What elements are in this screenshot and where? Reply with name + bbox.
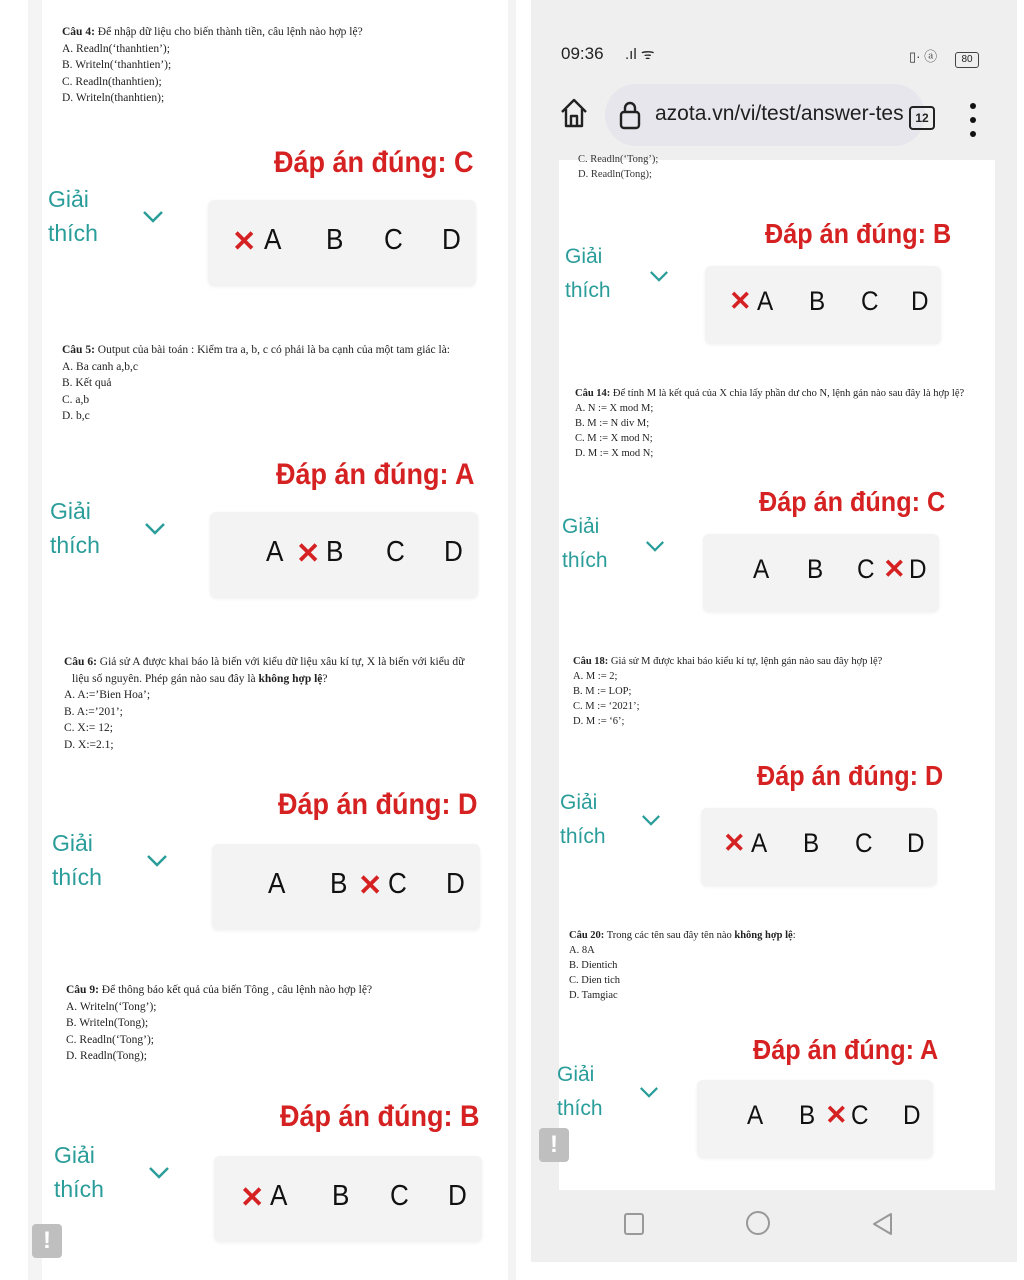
wrong-choice-mark: ✕: [232, 226, 257, 258]
question-14: [575, 386, 991, 461]
option-d: D. X:=2.1;: [64, 738, 114, 751]
choice-d[interactable]: D: [911, 286, 929, 316]
question-text-line2: liệu số nguyên. Phép gán nào sau đây là: [72, 672, 259, 685]
explain-label: thích: [52, 864, 102, 890]
question-4: [62, 24, 502, 107]
choice-b[interactable]: B: [326, 536, 344, 568]
correct-answer-label: Đáp án đúng: A: [753, 1034, 939, 1065]
home-icon[interactable]: [559, 96, 589, 130]
report-issue-button[interactable]: !: [32, 1224, 62, 1258]
option-b: B. Writeln(Tong);: [66, 1017, 149, 1029]
correct-answer-label: Đáp án đúng: D: [278, 788, 478, 821]
option-a: A. Ba canh a,b,c: [62, 360, 138, 373]
explain-toggle[interactable]: [48, 182, 98, 250]
chevron-down-icon[interactable]: [639, 1086, 659, 1099]
option-a: A. M := 2;: [573, 671, 618, 682]
option-b: B. Kết quả: [62, 377, 112, 389]
choice-c[interactable]: C: [390, 1180, 409, 1212]
explain-toggle[interactable]: [50, 494, 100, 562]
report-issue-button[interactable]: !: [539, 1128, 569, 1162]
question-18: [573, 654, 989, 729]
option-d: D. Readln(Tong);: [66, 1050, 147, 1062]
lock-icon: [619, 100, 641, 130]
signal-wifi-icon: .ıl ᯤ: [625, 46, 655, 63]
option-a: A. A:=’Bien Hoa’;: [64, 689, 151, 701]
tab-count-button[interactable]: 12: [909, 106, 935, 130]
chevron-down-icon[interactable]: [641, 814, 661, 827]
option-c: C. Readln(thanhtien);: [62, 75, 162, 88]
choice-a[interactable]: A: [268, 868, 286, 900]
explain-toggle[interactable]: [54, 1138, 104, 1206]
choice-b[interactable]: B: [326, 224, 344, 256]
option-b: B. M := LOP;: [573, 686, 632, 697]
option-b: B. A:=’201’;: [64, 705, 123, 718]
option-b: B. Writeln(‘thanhtien’);: [62, 59, 172, 71]
choice-c[interactable]: C: [388, 868, 407, 900]
home-nav-icon[interactable]: [745, 1210, 771, 1236]
choice-c[interactable]: C: [384, 224, 403, 256]
correct-answer-label: Đáp án đúng: C: [274, 146, 474, 179]
choice-c[interactable]: C: [386, 536, 405, 568]
explain-label: Giải: [560, 791, 598, 814]
explain-label: thích: [50, 532, 100, 558]
choice-b[interactable]: B: [809, 286, 826, 316]
choice-c[interactable]: C: [851, 1100, 869, 1130]
choice-b[interactable]: B: [799, 1100, 816, 1130]
choice-d[interactable]: D: [444, 536, 463, 568]
choice-a[interactable]: A: [264, 224, 282, 256]
explain-label: thích: [557, 1097, 603, 1120]
choice-a[interactable]: A: [753, 554, 770, 584]
wrong-choice-mark: ✕: [723, 828, 746, 858]
explain-label: Giải: [50, 498, 91, 524]
question-9: [66, 982, 506, 1065]
choice-c[interactable]: C: [855, 828, 873, 858]
answer-choices: [701, 808, 937, 886]
option-b: B. Dientich: [569, 960, 618, 971]
choice-a[interactable]: A: [266, 536, 284, 568]
question-number: Câu 20:: [569, 930, 605, 941]
question-text: Giả sử A được khai báo là biến với kiểu dữ liệu xâu kí tự, X là biến với kiểu dữ: [99, 656, 465, 668]
left-screenshot: [28, 0, 516, 1280]
choice-b[interactable]: B: [807, 554, 824, 584]
explain-label: Giải: [557, 1063, 595, 1086]
correct-answer-label: Đáp án đúng: D: [757, 760, 944, 791]
explain-toggle[interactable]: [557, 1058, 603, 1126]
explain-label: thích: [54, 1176, 104, 1202]
more-menu-icon[interactable]: [967, 100, 979, 140]
explain-label: Giải: [54, 1142, 95, 1168]
back-icon[interactable]: [871, 1212, 893, 1236]
explain-toggle[interactable]: [565, 240, 611, 308]
explain-toggle[interactable]: [562, 510, 608, 578]
question-text: Để tính M là kết quả của X chia lấy phần dư cho N, lệnh gán nào sau đây là hợp lệ?: [612, 388, 965, 399]
answer-choices: [212, 844, 480, 930]
question-text-end: :: [792, 930, 796, 941]
question-number: Câu 6:: [64, 656, 97, 668]
explain-label: Giải: [52, 830, 93, 856]
choice-a[interactable]: A: [270, 1180, 288, 1212]
wrong-choice-mark: ✕: [729, 286, 752, 316]
correct-answer-label: Đáp án đúng: B: [765, 218, 952, 249]
explain-label: thích: [565, 279, 611, 302]
chevron-down-icon[interactable]: [142, 210, 164, 224]
chevron-down-icon[interactable]: [144, 522, 166, 536]
question-6: [64, 654, 504, 753]
answer-choices: [697, 1080, 933, 1158]
wrong-choice-mark: ✕: [825, 1100, 848, 1130]
explain-label: Giải: [565, 245, 603, 268]
question-20: [569, 928, 985, 1003]
question-text: Trong các tên sau đây tên nào: [606, 930, 735, 941]
wrong-choice-mark: ✕: [296, 538, 321, 570]
status-bar: [531, 34, 1017, 74]
question-text-end: ?: [322, 672, 328, 685]
choice-b[interactable]: B: [332, 1180, 350, 1212]
wrong-choice-mark: ✕: [358, 870, 383, 902]
explain-toggle[interactable]: [560, 786, 606, 854]
question-text: Để thông báo kết quả của biến Tông , câu lệnh nào hợp lệ?: [101, 984, 373, 996]
option-a: A. Writeln(‘Tong’);: [66, 1000, 157, 1013]
option-a: A. N := X mod M;: [575, 403, 654, 414]
option-c: C. Readln(‘Tong’);: [66, 1033, 154, 1046]
question-number: Câu 4:: [62, 26, 95, 38]
question-option-fragment: C. Readln(‘Tong’);: [578, 154, 659, 165]
explain-label: thích: [48, 220, 98, 246]
choice-a[interactable]: A: [747, 1100, 764, 1130]
option-a: A. Readln(‘thanhtien’);: [62, 42, 170, 55]
option-c: C. M := X mod N;: [575, 433, 653, 444]
chevron-down-icon[interactable]: [146, 854, 168, 868]
left-page: [42, 0, 508, 1280]
correct-answer-label: Đáp án đúng: C: [759, 486, 946, 517]
explain-toggle[interactable]: [52, 826, 102, 894]
option-d: D. M := X mod N;: [575, 448, 654, 459]
answer-choices: [210, 512, 478, 598]
option-b: B. M := N div M;: [575, 418, 650, 429]
option-d: D. b,c: [62, 410, 90, 422]
correct-answer-label: Đáp án đúng: B: [280, 1100, 480, 1133]
wrong-choice-mark: ✕: [883, 554, 906, 584]
question-5: [62, 342, 502, 425]
option-c: C. X:= 12;: [64, 722, 113, 734]
right-screenshot: [531, 0, 1017, 1262]
right-page: [557, 154, 995, 1190]
option-a: A. 8A: [569, 945, 595, 956]
choice-d[interactable]: D: [448, 1180, 467, 1212]
answer-choices: [208, 200, 476, 286]
correct-answer-label: Đáp án đúng: A: [276, 458, 475, 491]
option-c: C. a,b: [62, 393, 90, 406]
url-bar[interactable]: [605, 84, 925, 146]
option-d: D. M := ‘6’;: [573, 716, 625, 727]
question-text: Output của bài toán : Kiểm tra a, b, c có phải là ba cạnh của một tam giác là:: [97, 344, 450, 356]
question-number: Câu 18:: [573, 656, 609, 667]
question-option-fragment: D. Readln(Tong);: [578, 169, 652, 180]
choice-c[interactable]: C: [861, 286, 879, 316]
choice-d[interactable]: D: [446, 868, 465, 900]
chevron-down-icon[interactable]: [148, 1166, 170, 1180]
question-number: Câu 9:: [66, 984, 99, 996]
navigation-bar: [531, 1190, 1017, 1262]
status-time: 09:36: [561, 44, 604, 63]
choice-c[interactable]: C: [857, 554, 875, 584]
status-icons-right: ▯· ⓐ: [909, 49, 938, 64]
choice-b[interactable]: B: [803, 828, 820, 858]
choice-b[interactable]: B: [330, 868, 348, 900]
option-c: C. Dien tich: [569, 975, 621, 986]
explain-label: Giải: [562, 515, 600, 538]
explain-label: Giải: [48, 186, 89, 212]
battery-icon: 80: [955, 52, 979, 68]
option-c: C. M := ‘2021’;: [573, 701, 640, 712]
url-text[interactable]: azota.vn/vi/test/answer-tes: [655, 102, 904, 125]
question-number: Câu 5:: [62, 344, 95, 356]
explain-label: thích: [560, 825, 606, 848]
answer-choices: [703, 534, 939, 612]
option-d: D. Tamgiac: [569, 990, 618, 1001]
choice-d[interactable]: D: [907, 828, 925, 858]
question-number: Câu 14:: [575, 388, 611, 399]
answer-choices: [705, 266, 941, 344]
chevron-down-icon[interactable]: [649, 270, 669, 283]
question-text: Giả sử M được khai báo kiểu kí tự, lệnh gán nào sau đây hợp lệ?: [610, 656, 883, 667]
option-d: D. Writeln(thanhtien);: [62, 92, 165, 104]
wrong-choice-mark: ✕: [240, 1182, 265, 1214]
choice-a[interactable]: A: [757, 286, 774, 316]
choice-d[interactable]: D: [442, 224, 461, 256]
recent-apps-icon[interactable]: [623, 1212, 645, 1236]
choice-a[interactable]: A: [751, 828, 768, 858]
chevron-down-icon[interactable]: [645, 540, 665, 553]
explain-label: thích: [562, 549, 608, 572]
question-text: Để nhập dữ liệu cho biến thành tiền, câu lệnh nào hợp lệ?: [97, 26, 363, 38]
emphasis-text: không hợp lệ: [734, 930, 793, 941]
choice-d[interactable]: D: [909, 554, 927, 584]
emphasis-text: không hợp lệ: [258, 672, 323, 685]
answer-choices: [214, 1156, 482, 1242]
choice-d[interactable]: D: [903, 1100, 921, 1130]
